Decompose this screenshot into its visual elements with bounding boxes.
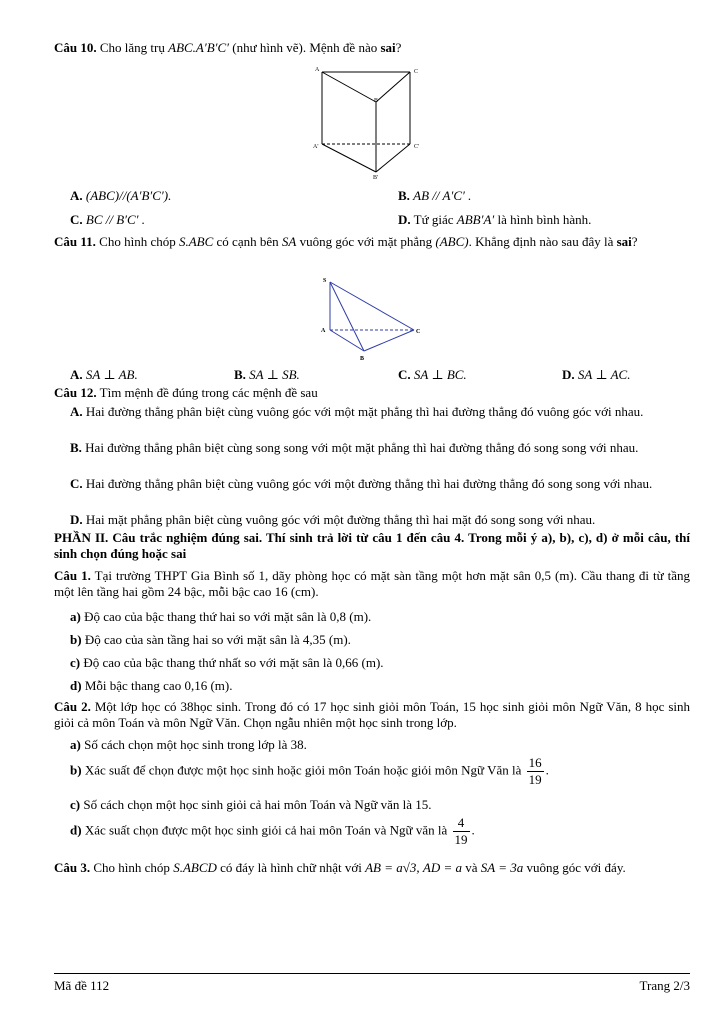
- p2q2-stem: Câu 2. Một lớp học có 38học sinh. Trong đó có 17 học sinh giỏi môn Toán, 15 học sinh giỏi môn Ngữ Văn, 8 học sinh giỏi cả môn Toán và môn Ngữ Văn. Chọn ngẫu nhiên một học sinh trong lớp.: [54, 699, 691, 730]
- q10-option-d: D. Tứ giác ABB′A′ là hình bình hành.: [398, 212, 592, 227]
- p2q1-label: Câu 1.: [54, 568, 91, 583]
- p2q1-item-d: d) Mỗi bậc thang cao 0,16 (m).: [70, 678, 233, 693]
- q11-pyramid-figure: [316, 274, 426, 364]
- q12-option-b: B. Hai đường thẳng phân biệt cùng song song với một mặt phẳng thì hai đường thẳng đó song song với nhau.: [70, 440, 639, 455]
- q10-fig-label-C: C: [414, 69, 419, 75]
- p2q2-item-a: a) Số cách chọn một học sinh trong lớp là 38.: [70, 737, 307, 752]
- p2q2-label: Câu 2.: [54, 699, 91, 714]
- q10-option-b: B. AB // A′C′ .: [398, 188, 472, 203]
- q12-option-a: A. Hai đường thẳng phân biệt cùng vuông góc với một mặt phẳng thì hai đường thẳng đó vuông góc với nhau.: [70, 404, 644, 419]
- q10-stem: Câu 10. Cho lăng trụ ABC.A′B′C′ (như hình vẽ). Mệnh đề nào sai?: [54, 40, 402, 55]
- q10-prism-figure: [310, 62, 430, 182]
- q12-stem: Câu 12. Tìm mệnh đề đúng trong các mệnh đề sau: [54, 385, 318, 400]
- p2q2-b-fraction: $\frac{16}{19}$: [528, 755, 542, 787]
- q10-fig-label-C1: C': [414, 144, 420, 150]
- q10-option-a: A. (ABC)//(A′B′C′).: [70, 188, 172, 203]
- q10-fig-label-B: B: [374, 98, 379, 104]
- q10-fig-label-A1: A': [313, 144, 319, 150]
- q11-fig-label-A: A: [321, 328, 326, 334]
- p2q1-item-b: b) Độ cao của sàn tầng hai so với mặt sân là 4,35 (m).: [70, 632, 351, 647]
- q10-fig-label-B1: B': [373, 175, 379, 181]
- p2q3-stem: Câu 3. Cho hình chóp S.ABCD có đáy là hình chữ nhật với AB = a√3, AD = a và SA = 3a vuông góc với đáy.: [54, 860, 626, 875]
- q11-option-a: A. SA ⊥ AB.: [70, 367, 138, 382]
- q11-option-c: C. SA ⊥ BC.: [398, 367, 467, 382]
- q10-label: Câu 10.: [54, 40, 97, 55]
- q10-option-c: C. BC // B′C′ .: [70, 212, 146, 227]
- q11-stem: Câu 11. Cho hình chóp S.ABC có cạnh bên SA vuông góc với mặt phẳng (ABC). Khẳng định nào sau đây là sai?: [54, 234, 638, 249]
- p2q3-label: Câu 3.: [54, 860, 91, 875]
- q12-label: Câu 12.: [54, 385, 97, 400]
- p2q1-stem: Câu 1. Tại trường THPT Gia Bình số 1, dãy phòng học có mặt sàn tầng một hơn mặt sân 0,5 (m). Cầu thang đi từ tầng một lên tầng hai gồm 24 bậc, mỗi bậc cao 16 (cm).: [54, 568, 690, 599]
- q11-option-d: D. SA ⊥ AC.: [562, 367, 631, 382]
- q10-fig-label-A: A: [315, 67, 320, 73]
- footer-divider: [54, 973, 690, 974]
- p2q1-item-c: c) Độ cao của bậc thang thứ nhất so với mặt sân là 0,66 (m).: [70, 655, 384, 670]
- q11-label: Câu 11.: [54, 234, 96, 249]
- p2q2-item-b: b) Xác suất để chọn được một học sinh hoặc giỏi môn Toán hoặc giỏi môn Ngữ Văn là $\frac{16}{19}$ .: [70, 755, 549, 787]
- p2q2-d-fraction: $\frac{4}{19}$: [454, 815, 468, 847]
- p2q1-item-a: a) Độ cao của bậc thang thứ hai so với mặt sân là 0,8 (m).: [70, 609, 372, 624]
- p2q2-item-c: c) Số cách chọn một học sinh giỏi cả hai môn Toán và Ngữ văn là 15.: [70, 797, 432, 812]
- p2q2-item-d: d) Xác suất chọn được một học sinh giỏi cả hai môn Toán và Ngữ văn là $\frac{4}{19}$ .: [70, 815, 475, 847]
- q12-option-d: D. Hai mặt phẳng phân biệt cùng vuông góc với một đường thẳng thì hai mặt đó song song với nhau.: [70, 512, 596, 527]
- part2-title: PHẦN II. Câu trắc nghiệm đúng sai. Thí sinh trả lời từ câu 1 đến câu 4. Trong mỗi ý a), b), c), d) ở mỗi câu, thí sinh chọn đúng hoặc sai: [54, 530, 690, 561]
- q11-fig-label-B: B: [360, 356, 365, 362]
- q11-fig-label-S: S: [323, 278, 327, 284]
- q11-fig-label-C: C: [416, 329, 421, 335]
- q11-option-b: B. SA ⊥ SB.: [234, 367, 300, 382]
- footer-page-number: Trang 2/3: [639, 978, 690, 993]
- footer-exam-code: Mã đề 112: [54, 978, 110, 993]
- q12-option-c: C. Hai đường thẳng phân biệt cùng vuông góc với một đường thẳng thì hai đường thẳng đó song song với nhau.: [70, 476, 653, 491]
